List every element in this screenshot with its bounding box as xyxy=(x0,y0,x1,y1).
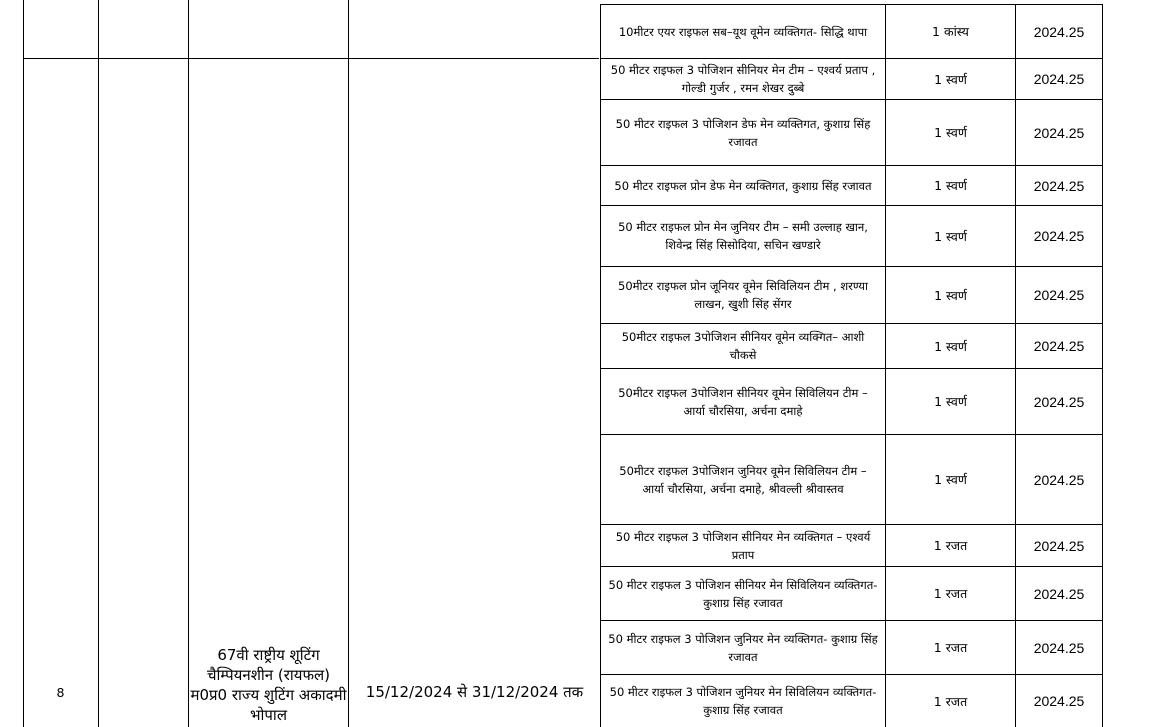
event-description: 50 मीटर राइफल प्रोन डेफ मेन व्यक्तिगत, कुशाग्र सिंह रजावत xyxy=(614,178,872,193)
medal-count: 1 स्वर्ण xyxy=(934,228,967,244)
row-divider xyxy=(23,58,599,59)
table-border xyxy=(23,0,24,727)
event-description: 50 मीटर राइफल 3 पोजिशन सीनियर मेन व्यक्तिगत – एश्वर्य प्रताप xyxy=(615,529,871,562)
medal-count: 1 रजत xyxy=(933,538,968,553)
session-year: 2024.25 xyxy=(1033,338,1085,354)
medal-count: 1 स्वर्ण xyxy=(934,338,967,354)
event-description: 50 मीटर राइफल 3 पोजिशन सीनियर मेन सिविलियन व्यक्तिगत- कुशाग्र सिंह रजावत xyxy=(608,577,878,610)
session-year: 2024.25 xyxy=(1033,23,1085,40)
session-year: 2024.25 xyxy=(1033,585,1085,602)
event-description: 50मीटर राइफल प्रोन जूनियर वूमेन सिविलियन टीम , शरण्या लाखन, खुशी सिंह सेंगर xyxy=(618,279,868,311)
event-description: 50मीटर राइफल 3पोजिशन जुनियर वूमेन सिविलियन टीम – आर्या चौरसिया, अर्चना दमाहे, श्रीवल्ली श्रीवास्तव xyxy=(619,463,867,496)
table-border xyxy=(348,0,349,727)
results-column-border xyxy=(1102,4,1103,727)
medal-count: 1 स्वर्ण xyxy=(934,71,967,87)
medal-count: 1 स्वर्ण xyxy=(934,178,967,193)
session-year: 2024.25 xyxy=(1033,693,1085,709)
event-description: 50 मीटर राइफल 3 पोजिशन डेफ मेन व्यक्तिगत, कुशाग्र सिंह रजावत xyxy=(615,116,871,149)
medal-count: 1 कांस्य xyxy=(932,24,969,39)
event-description: 50 मीटर राइफल 3 पोजिशन जुनियर मेन सिविलियन व्यक्तिगत- कुशाग्र सिंह रजावत xyxy=(609,685,877,717)
championship-name: 67वी राष्ट्रीय शूटिंग चैम्पियनशीन (रायफल) म0प्र0 राज्य शुटिंग अकादमी भोपाल xyxy=(190,646,347,724)
medal-count: 1 स्वर्ण xyxy=(934,287,967,303)
event-description: 10मीटर एयर राइफल सब–यूथ वूमेन व्यक्तिगत- सिद्धि थापा xyxy=(618,24,868,39)
serial-number: 8 xyxy=(56,684,65,700)
medal-count: 1 रजत xyxy=(933,693,968,709)
session-year: 2024.25 xyxy=(1033,471,1085,488)
table-border xyxy=(188,0,189,727)
medal-count: 1 स्वर्ण xyxy=(934,394,967,409)
session-year: 2024.25 xyxy=(1033,71,1085,87)
event-dates: 15/12/2024 से 31/12/2024 तक xyxy=(365,683,584,701)
medal-count: 1 स्वर्ण xyxy=(934,125,967,140)
medal-count: 1 रजत xyxy=(933,640,968,655)
table-border xyxy=(98,0,99,727)
event-description: 50 मीटर राइफल 3 पोजिशन सीनियर मेन टीम – एश्वर्य प्रताप , गोल्डी गुर्जर , रमन शेखर दुब्बे xyxy=(610,63,876,95)
session-year: 2024.25 xyxy=(1033,639,1085,656)
session-year: 2024.25 xyxy=(1033,393,1085,410)
session-year: 2024.25 xyxy=(1033,287,1085,303)
medal-count: 1 स्वर्ण xyxy=(934,472,967,487)
event-description: 50मीटर राइफल 3पोजिशन सीनियर वूमेन व्यक्गित– आशी चौकसे xyxy=(621,330,865,362)
event-description: 50 मीटर राइफल प्रोन मेन जुनियर टीम – समी उल्लाह खान, शिवेन्द्र सिंह सिसोदिया, सचिन खण्डारे xyxy=(618,220,868,252)
session-year: 2024.25 xyxy=(1033,228,1085,244)
event-description: 50 मीटर राइफल 3 पोजिशन जुनियर मेन व्यक्तिगत- कुशाग्र सिंह रजावत xyxy=(608,631,878,664)
session-year: 2024.25 xyxy=(1033,537,1085,554)
session-year: 2024.25 xyxy=(1033,124,1085,141)
session-year: 2024.25 xyxy=(1033,177,1085,194)
medal-count: 1 रजत xyxy=(933,586,968,601)
event-description: 50मीटर राइफल 3पोजिशन सीनियर वूमेन सिविलियन टीम – आर्या चौरसिया, अर्चना दमाहे xyxy=(618,385,868,418)
